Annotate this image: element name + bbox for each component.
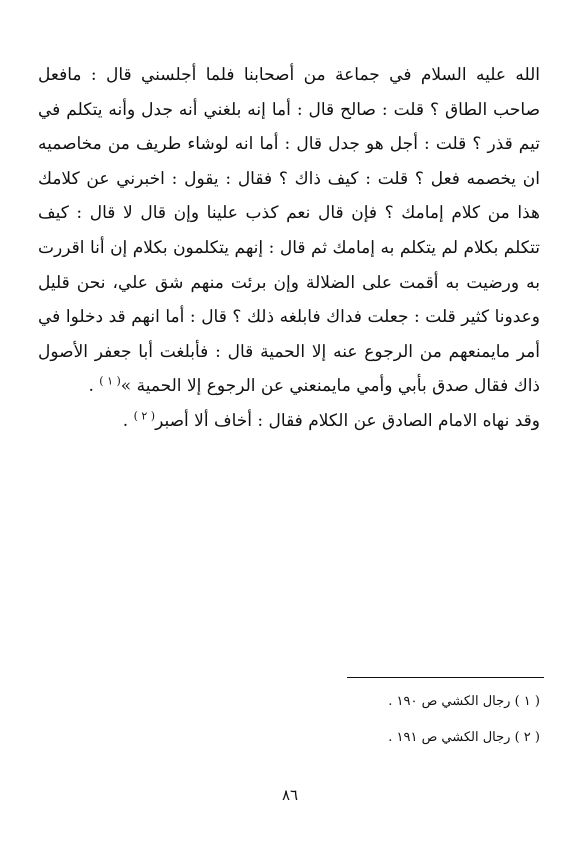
footnote: ( ٢ ) رجال الكشي ص ١٩١ . [388,730,540,745]
footnote: ( ١ ) رجال الكشي ص ١٩٠ . [388,694,540,709]
paragraph: الله عليه السلام في جماعة من أصحابنا فلما أجلسني قال : مافعل صاحب الطاق ؟ قلت : صالح قال : أما إنه بلغني أنه جدل وأنه يتكلم في تيم قذر ؟ قلت : أجل هو جدل قال : أما انه لوشاء طريف من مخاصميه ان يخصمه فعل ؟ قلت : كيف ذاك ؟ فقال : يقول : اخبرني عن كلامك هذا من كلام إمامك ؟ فإن قال نعم كذب علينا وإن قال لا قال : كيف تتكلم بكلام لم يتكلم به إمامك ثم قال : إنهم يتكلمون بكلام إن أنا اقررت به ورضيت به أقمت على الضلالة وإن برئت منهم شق علي، نحن قليل وعدونا كثير قلت : جعلت فداك فابلغه ذلك ؟ قال : أما انهم قد دخلوا في أمر مايمنعهم من الرجوع عنه إلا الحمية قال : فأبلغت أبا جعفر الأصول ذاك فقال صدق بأبي وأمي مايمنعني عن الرجوع إلا الحمية »$^{( ١ )}$ . [38,65,540,397]
paragraph: وقد نهاه الامام الصادق عن الكلام فقال : أخاف ألا أصبر$^{( ٢ )}$ . [122,409,540,431]
footnote-ref: ( ٢ ) [133,409,156,423]
paragraph-text: وقد نهاه الامام الصادق عن الكلام فقال : أخاف ألا أصبر [155,410,540,431]
paragraph-text: الله عليه السلام في جماعة من أصحابنا فلما أجلسني قال : مافعل صاحب الطاق ؟ قلت : صالح قال : أما إنه بلغني أنه جدل وأنه يتكلم في تيم قذر ؟ قلت : أجل هو جدل قال : أما انه لوشاء طريف من مخاصميه ان يخصمه فعل ؟ قلت : كيف ذاك ؟ فقال : يقول : اخبرني عن كلامك هذا من كلام إمامك ؟ فإن قال نعم كذب علينا وإن قال لا قال : كيف تتكلم بكلام لم يتكلم به إمامك ثم قال : إنهم يتكلمون بكلام إن أنا اقررت به ورضيت به أقمت على الضلالة وإن برئت منهم شق علي، نحن قليل وعدونا كثير قلت : جعلت فداك فابلغه ذلك ؟ قال : أما انهم قد دخلوا في أمر مايمنعهم من الرجوع عنه إلا الحمية قال : فأبلغت أبا جعفر الأصول ذاك فقال صدق بأبي وأمي مايمنعني عن الرجوع إلا الحمية » [38,65,540,397]
main-text [38,58,540,439]
page-number: ٨٦ [281,786,299,804]
footnotes [250,684,540,756]
footnote-separator [347,677,544,678]
footnote-ref: ( ١ ) [99,374,121,388]
